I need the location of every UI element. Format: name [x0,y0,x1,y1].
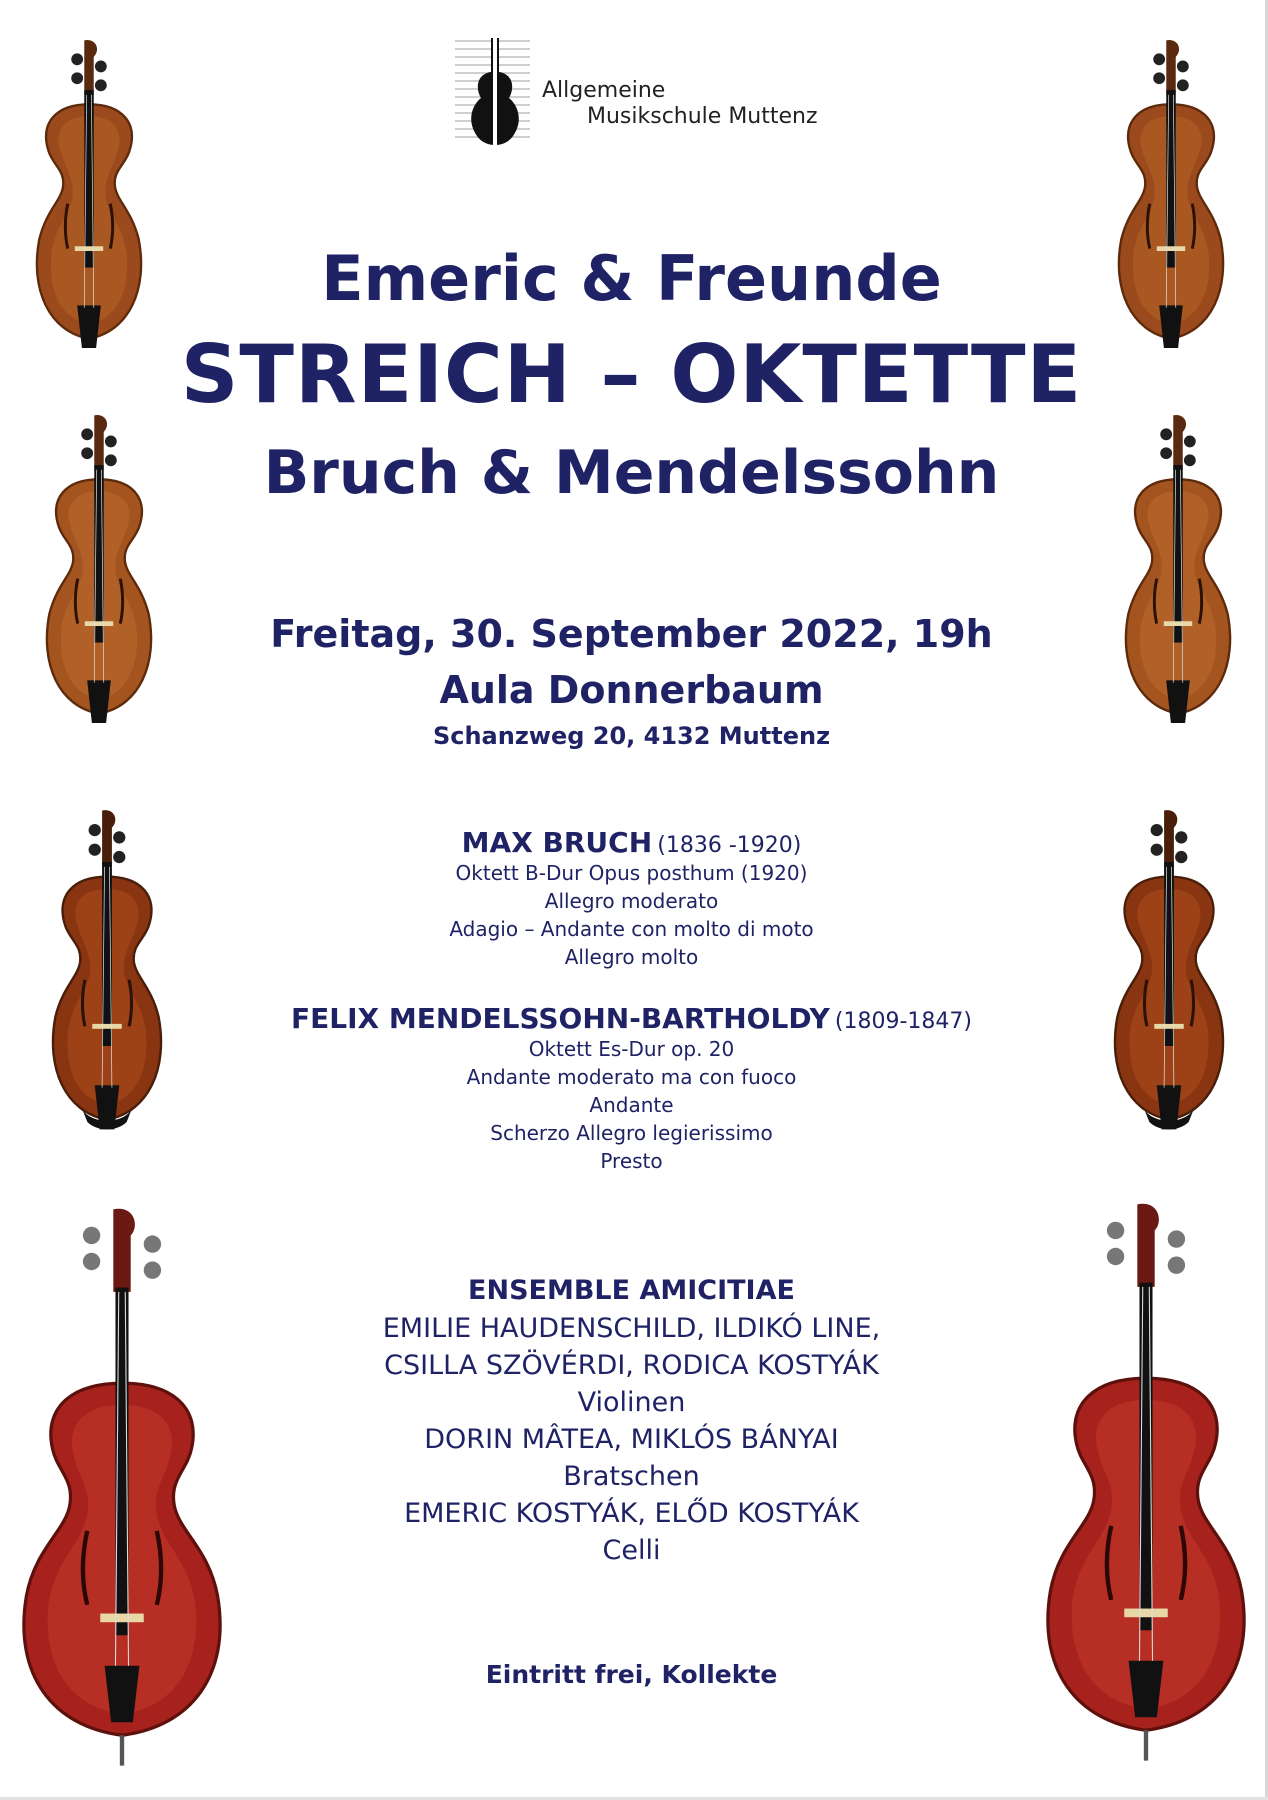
movement: Adagio – Andante con molto di moto [449,917,814,941]
event-title: STREICH – OKTETTE [180,328,1083,421]
violin-icon [1108,38,1234,393]
movement: Allegro moderato [544,889,719,913]
movement: Andante [589,1093,674,1117]
violin-icon [1114,413,1242,768]
composer-years: (1836 -1920) [657,833,802,858]
violin-icon [36,808,178,1176]
movement: Presto [600,1149,663,1173]
ensemble-line: Bratschen [563,1461,700,1492]
program-item [150,1002,1113,1175]
ensemble-line: Violinen [577,1387,686,1418]
work-title: Oktett Es-Dur op. 20 [528,1037,735,1061]
event-venue: Aula Donnerbaum [439,668,824,712]
ensemble-line: CSILLA SZÖVÉRDI, RODICA KOSTYÁK [384,1350,879,1381]
composer-years: (1809-1847) [834,1009,972,1034]
ensemble-name: ENSEMBLE AMICITIAE [468,1275,795,1306]
ensemble-section [150,1272,1113,1569]
event-date: Freitag, 30. September 2022, 19h [270,612,993,656]
movement: Allegro molto [564,945,699,969]
logo-text-line1: Allgemeine [542,78,666,103]
admission-note: Eintritt frei, Kollekte [485,1660,778,1689]
violin-icon [24,38,154,393]
logo-text-line2: Musikschule Muttenz [587,104,818,129]
composer-name: FELIX MENDELSSOHN-BARTHOLDY [290,1002,830,1035]
event-subtitle: Emeric & Freunde [321,242,942,315]
ensemble-line: EMILIE HAUDENSCHILD, ILDIKÓ LINE, [382,1313,881,1344]
violin-icon [34,413,164,768]
cello-silhouette-logo-icon [455,36,535,151]
music-school-logo [455,36,835,156]
movement: Andante moderato ma con fuoco [466,1065,797,1089]
ensemble-line: DORIN MÂTEA, MIKLÓS BÁNYAI [424,1424,839,1455]
event-address: Schanzweg 20, 4132 Muttenz [432,722,831,750]
violin-icon [1098,808,1240,1176]
work-title: Oktett B-Dur Opus posthum (1920) [455,861,808,885]
event-composers: Bruch & Mendelssohn [263,438,1000,508]
cello-icon [12,1205,232,1770]
composer-name: MAX BRUCH [461,826,653,859]
program-item [150,826,1113,971]
ensemble-line: EMERIC KOSTYÁK, ELŐD KOSTYÁK [404,1498,859,1529]
ensemble-line: Celli [602,1535,661,1566]
movement: Scherzo Allegro legierissimo [490,1121,773,1145]
cello-icon [1036,1200,1256,1765]
